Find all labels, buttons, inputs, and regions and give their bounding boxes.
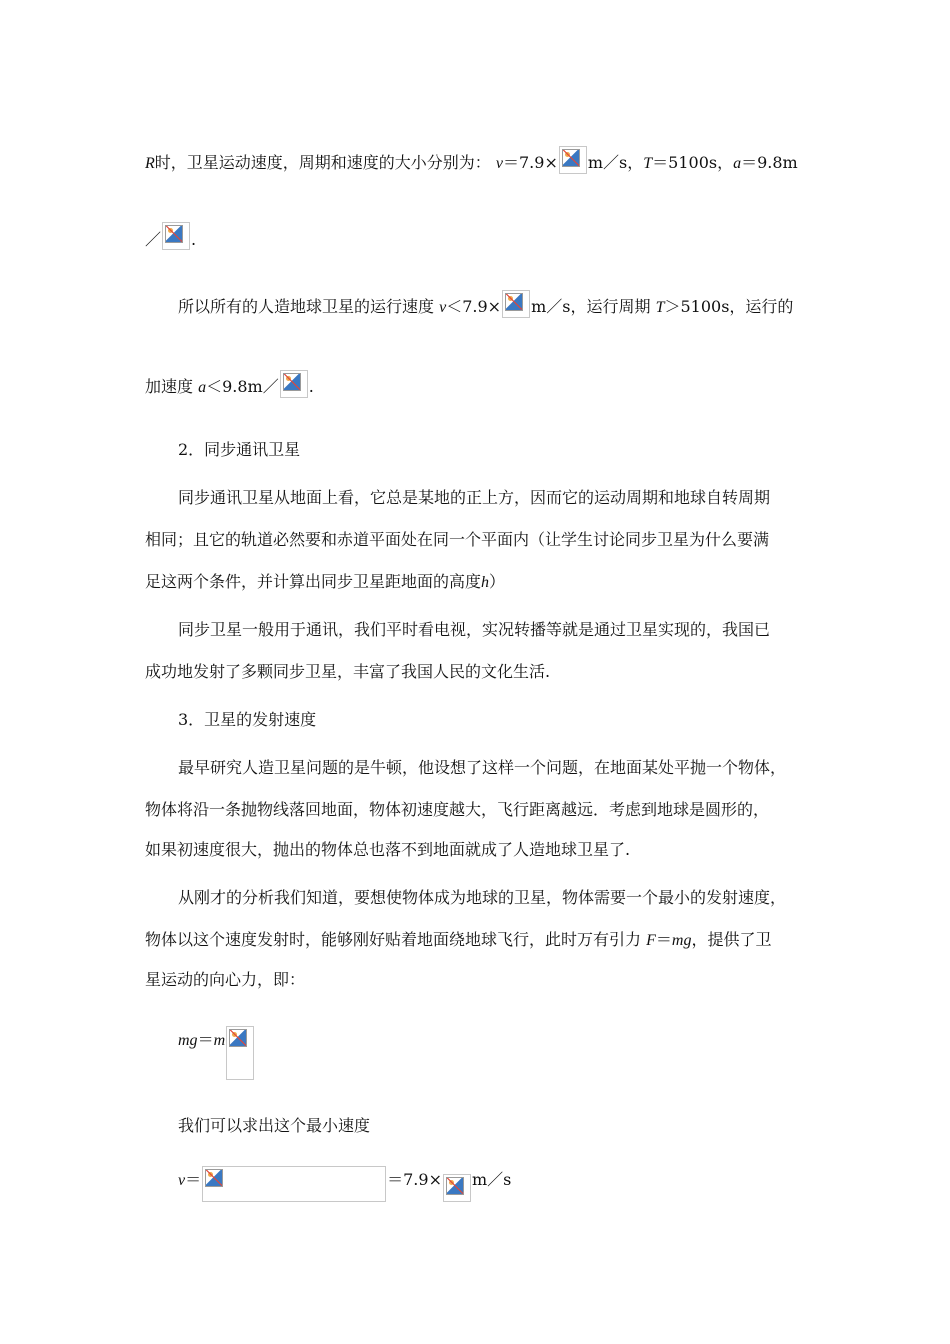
- broken-image-icon: [162, 222, 190, 250]
- text-run: 所以所有的人造地球卫星的运行速度: [178, 297, 435, 316]
- text-line: [145, 370, 314, 398]
- text-run: .: [308, 377, 314, 396]
- broken-image-icon: [226, 1026, 254, 1080]
- var-a: a: [733, 155, 742, 172]
- text-run: 时，卫星运动速度，周期和速度的大小分别为：: [154, 153, 491, 172]
- paragraph-line: 我们可以求出这个最小速度: [178, 1116, 371, 1135]
- paragraph-line: [145, 930, 771, 951]
- text-line: [145, 146, 798, 174]
- paragraph-line: 星运动的向心力，即：: [145, 970, 306, 989]
- text-run: ＝9.8m: [741, 153, 798, 172]
- text-run: ／: [145, 230, 162, 249]
- var-mg: mg: [671, 932, 692, 949]
- var-a: a: [198, 379, 207, 396]
- text-run: m／s，: [587, 153, 644, 172]
- var-T: T: [643, 155, 653, 172]
- var-v: v: [495, 155, 503, 172]
- var-T: T: [655, 299, 665, 316]
- text-run: ）: [489, 572, 506, 591]
- text-run: ＝: [197, 1030, 214, 1049]
- broken-image-icon: [280, 370, 308, 398]
- text-run: 加速度: [145, 377, 194, 396]
- paragraph-line: 相同；且它的轨道必然要和赤道平面处在同一个平面内（让学生讨论同步卫星为什么要满: [145, 530, 770, 549]
- var-R: R: [145, 155, 155, 172]
- var-m: m: [213, 1032, 226, 1049]
- paragraph-line: 如果初速度很大，抛出的物体总也落不到地面就成了人造地球卫星了.: [145, 840, 631, 859]
- paragraph-line: 成功地发射了多颗同步卫星，丰富了我国人民的文化生活.: [145, 662, 551, 681]
- text-run: ＝7.9×: [503, 153, 558, 172]
- paragraph-line: 从刚才的分析我们知道，要想使物体成为地球的卫星，物体需要一个最小的发射速度，: [178, 888, 787, 907]
- text-run: 足这两个条件，并计算出同步卫星距地面的高度: [145, 572, 482, 591]
- text-run: ＜7.9×: [446, 297, 502, 316]
- text-run: m／s: [471, 1170, 512, 1189]
- paragraph-line: 同步通讯卫星从地面上看，它总是某地的正上方，因而它的运动周期和地球自转周期: [178, 488, 771, 507]
- broken-image-icon: [202, 1166, 386, 1202]
- broken-image-icon: [502, 290, 530, 318]
- text-run: ＝: [185, 1170, 202, 1189]
- text-run: ＜9.8m／: [206, 377, 279, 396]
- var-v: v: [439, 299, 447, 316]
- text-run: 物体以这个速度发射时，能够刚好贴着地面绕地球飞行，此时万有引力: [145, 930, 642, 949]
- broken-image-icon: [443, 1174, 471, 1202]
- text-run: ＝7.9×: [387, 1170, 442, 1189]
- text-line: [145, 222, 196, 250]
- text-run: ＝: [655, 930, 672, 949]
- var-F: F: [646, 932, 656, 949]
- text-line: [178, 290, 793, 318]
- var-mg: mg: [178, 1032, 198, 1049]
- text-run: ，提供了卫: [691, 930, 772, 949]
- section-heading: 2．同步通讯卫星: [178, 440, 301, 459]
- text-run: m／s，运行周期: [531, 297, 651, 316]
- var-v: v: [178, 1172, 186, 1189]
- equation-1: [178, 1026, 255, 1080]
- var-h: h: [481, 574, 490, 591]
- broken-image-icon: [559, 146, 587, 174]
- text-run: .: [191, 230, 197, 249]
- equation-2: [178, 1166, 511, 1202]
- section-heading: 3．卫星的发射速度: [178, 710, 317, 729]
- text-run: ＞5100s，运行的: [664, 297, 794, 316]
- text-run: ＝5100s，: [652, 153, 734, 172]
- paragraph-line: [145, 572, 505, 593]
- paragraph-line: 物体将沿一条抛物线落回地面，物体初速度越大，飞行距离越远．考虑到地球是圆形的，: [145, 800, 770, 819]
- paragraph-line: 同步卫星一般用于通讯，我们平时看电视，实况转播等就是通过卫星实现的，我国已: [178, 620, 771, 639]
- paragraph-line: 最早研究人造卫星问题的是牛顿，他设想了这样一个问题，在地面某处平抛一个物体，: [178, 758, 787, 777]
